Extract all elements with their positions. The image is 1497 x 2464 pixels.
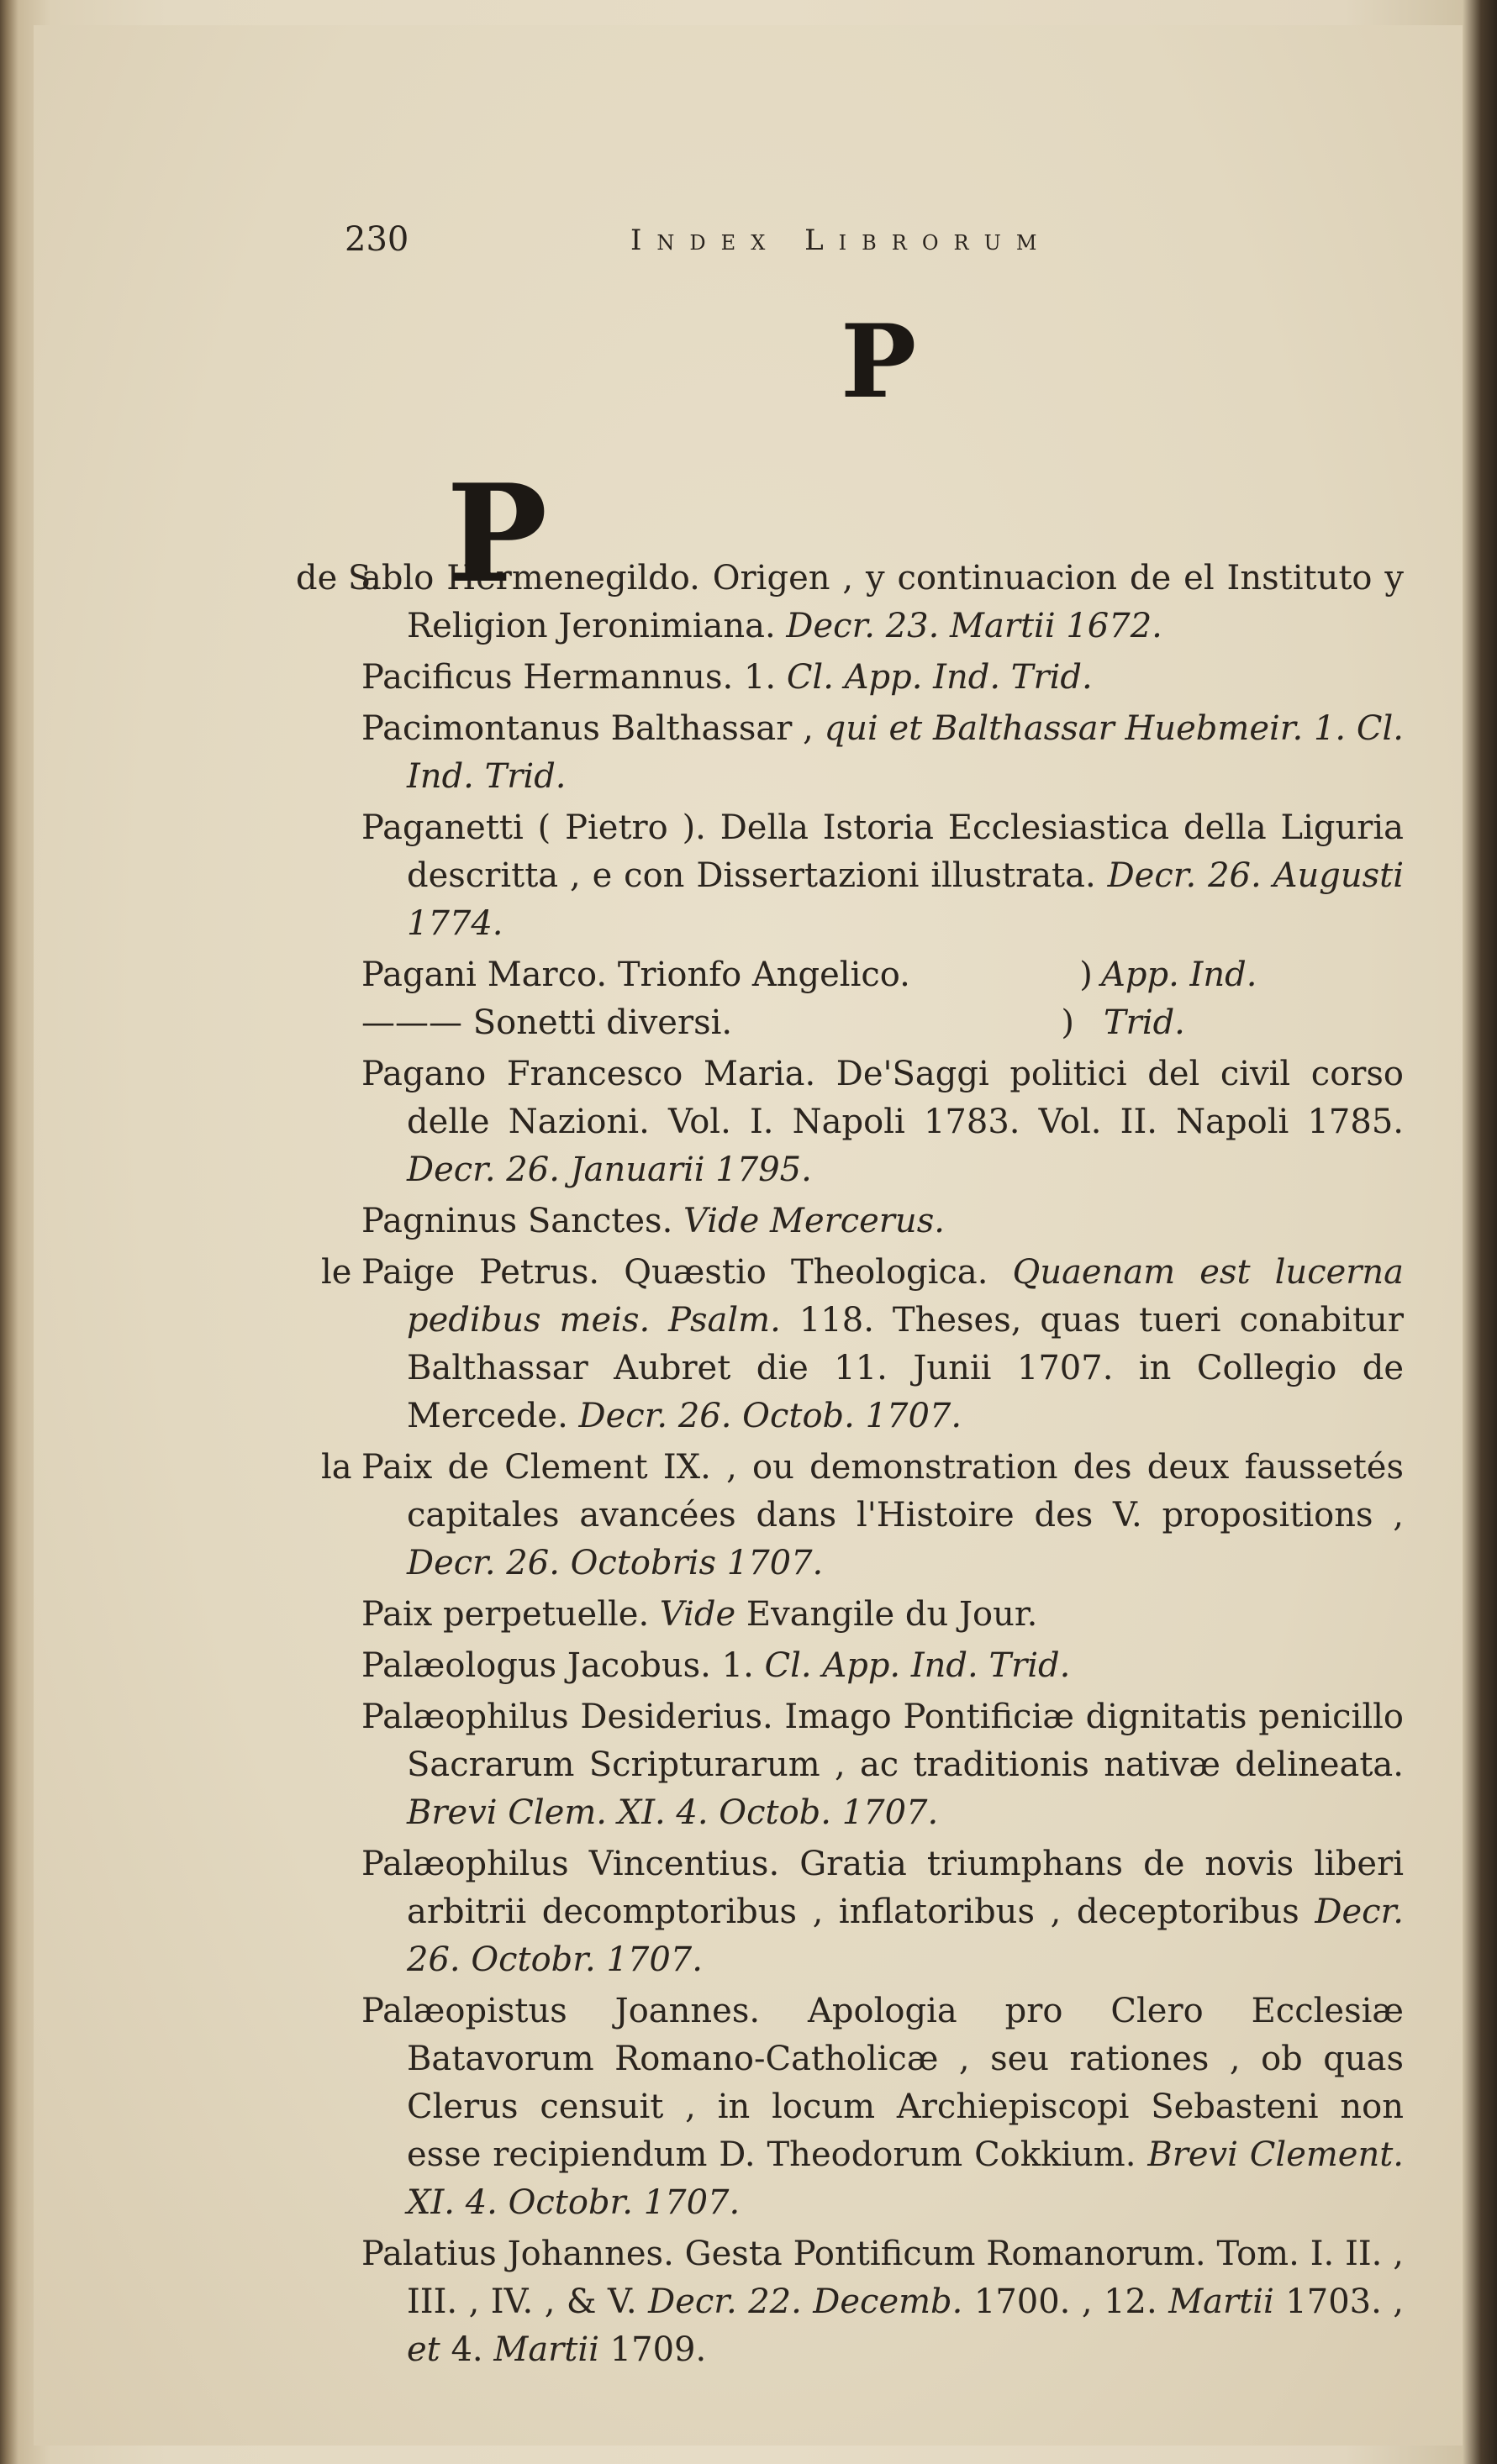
- index-entry: Paganetti ( Pietro ). Della Istoria Ecclesiastica della Liguria descritta , e con Dissertazioni illustrata. Decr. 26. Augusti 1774.: [361, 808, 1405, 943]
- index-entry: Palatius Johannes. Gesta Pontificum Romanorum. Tom. I. II. , III. , IV. , & V. Decr. 22. Decemb. 1700. , 12. Martii 1703. , et 4. Martii 1709.: [361, 2235, 1405, 2369]
- entry-lead: de S.: [296, 559, 381, 598]
- index-entry: la Paix de Clement IX. , ou demonstration des deux faussetés capitales avancées dans l'Histoire des V. propositions , Decr. 26. Octobris 1707.: [361, 1444, 1404, 1587]
- entry-lead: le: [321, 1253, 352, 1292]
- index-entry: Pagani Marco. Trionfo Angelico. ) App. Ind.: [361, 956, 1257, 994]
- section-letter: P: [841, 303, 917, 421]
- index-entry: Palæophilus Vincentius. Gratia triumphans de novis liberi arbitrii decomptoribus , inflatoribus , deceptoribus Decr. 26. Octobr. 1707.: [361, 1845, 1404, 1979]
- index-entry: Pacimontanus Balthassar , qui et Balthassar Huebmeir. 1. Cl. Ind. Trid.: [361, 709, 1405, 796]
- index-entry: ——— Sonetti diversi. ) Trid.: [361, 1003, 1185, 1042]
- index-entry: Pagano Francesco Maria. De'Saggi politici del civil corso delle Nazioni. Vol. I. Napoli 1783. Vol. II. Napoli 1785. Decr. 26. Januarii 1795.: [361, 1055, 1404, 1189]
- page-header: [345, 220, 1471, 271]
- index-entry: Palæologus Jacobus. 1. Cl. App. Ind. Trid.: [361, 1646, 1071, 1685]
- index-entry: Pagninus Sanctes. Vide Mercerus.: [361, 1202, 945, 1240]
- drop-cap: P: [446, 455, 548, 613]
- index-entry: Pacificus Hermannus. 1. Cl. App. Ind. Trid.: [361, 658, 1093, 697]
- index-entry: Palæophilus Desiderius. Imago Pontificiæ dignitatis penicillo Sacrarum Scripturarum , ac traditionis nativæ delineata. Brevi Clem. XI. 4. Octob. 1707.: [361, 1698, 1404, 1832]
- index-entries: [296, 455, 1405, 2377]
- entry-lead: la: [321, 1448, 352, 1487]
- page-number: 230: [345, 220, 409, 259]
- index-entry: Paix perpetuelle. Vide Evangile du Jour.: [361, 1595, 1038, 1634]
- index-entry: Palæopistus Joannes. Apologia pro Clero Ecclesiæ Batavorum Romano-Catholicæ , seu rationes , ob quas Clerus censuit , in locum Archiepiscopi Sebasteni non esse recipiendum D. Theodorum Cokkium. Brevi Clement. XI. 4. Octobr. 1707.: [361, 1992, 1405, 2222]
- running-title: Index Librorum: [630, 224, 1052, 257]
- index-entry: le Paige Petrus. Quæstio Theologica. Quaenam est lucerna pedibus meis. Psalm. 118. Theses, quas tueri conabitur Balthassar Aubret die 11. Junii 1707. in Collegio de Mercede. Decr. 26. Octob. 1707.: [361, 1249, 1404, 1440]
- index-entry: P de S. ablo Hermenegildo. Origen , y continuacion de el Instituto y Religion Jeronimiana. Decr. 23. Martii 1672.: [296, 455, 1404, 645]
